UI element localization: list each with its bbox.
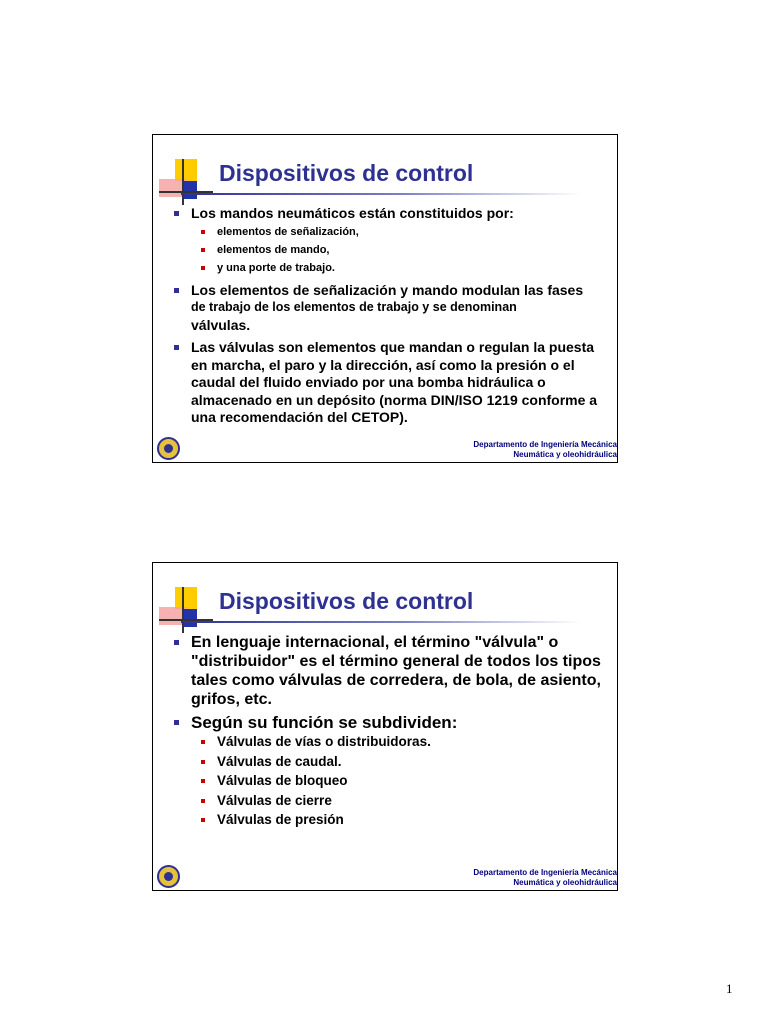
university-logo	[157, 865, 180, 888]
bullet-mandos: Los mandos neumáticos están constituidos por:	[171, 205, 611, 223]
slide-footer	[473, 868, 617, 888]
title-rule	[181, 193, 581, 195]
bullet-valvulas: Las válvulas son elementos que mandan o regulan la puesta en marcha, el paro y la dirección, así como la presión o el caudal del fluido enviado por una bomba hidráulica o almacenado en un depósito (norma DIN/ISO 1219 conforme a una recomendación del CETOP).	[171, 339, 611, 427]
bullet-line: de trabajo de los elementos de trabajo y se denominan	[191, 300, 517, 314]
sub-bullet: Válvulas de vías o distribuidoras.	[171, 732, 611, 752]
footer-course: Neumática y oleohidráulica	[513, 450, 617, 459]
slide-title: Dispositivos de control	[219, 588, 474, 614]
bullet-segun: Según su función se subdividen:	[171, 713, 611, 732]
title-decoration	[157, 587, 213, 633]
slide-2	[152, 562, 618, 891]
sub-bullet: Válvulas de bloqueo	[171, 771, 611, 791]
slide-title: Dispositivos de control	[219, 160, 474, 186]
bullet-lenguaje: En lenguaje internacional, el término "válvula" o "distribuidor" es el término general de todos los tipos tales como válvulas de corredera, de bola, de asiento, grifos, etc.	[171, 633, 611, 709]
sub-bullet: y una porte de trabajo.	[171, 259, 611, 277]
sub-bullet: elementos de señalización,	[171, 223, 611, 241]
title-decoration	[157, 159, 213, 205]
footer-department: Departamento de Ingeniería Mecánica	[473, 868, 617, 877]
slide-1	[152, 134, 618, 463]
slide-body	[171, 205, 611, 427]
sub-bullet: Válvulas de cierre	[171, 791, 611, 811]
sub-bullet: elementos de mando,	[171, 241, 611, 259]
university-logo	[157, 437, 180, 460]
slide-footer	[473, 440, 617, 460]
bullet-line: válvulas.	[191, 316, 251, 333]
bullet-elementos	[171, 282, 611, 335]
bullet-line: Los elementos de señalización y mando modulan las fases	[191, 281, 584, 298]
page-number: 1	[726, 981, 733, 996]
footer-course: Neumática y oleohidráulica	[513, 878, 617, 887]
sub-bullet: Válvulas de caudal.	[171, 752, 611, 772]
footer-department: Departamento de Ingeniería Mecánica	[473, 440, 617, 449]
title-rule	[181, 621, 581, 623]
slide-body	[171, 633, 611, 830]
sub-bullet: Válvulas de presión	[171, 810, 611, 830]
